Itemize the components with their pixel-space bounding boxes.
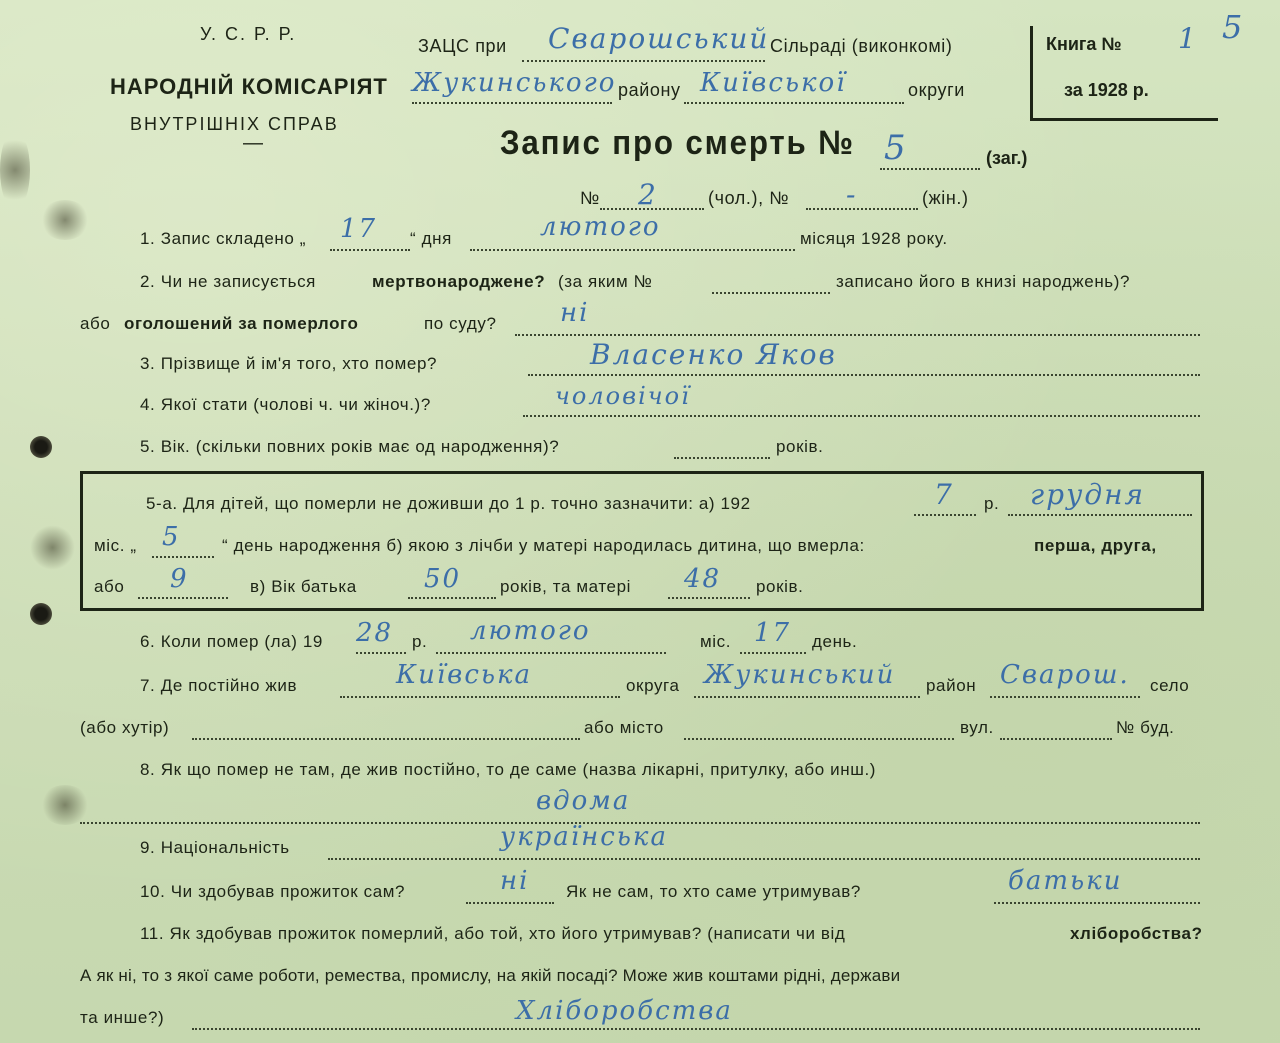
field-10-label: 10. Чи здобував прожиток сам? [140,882,406,901]
sex-handwritten: чоловічої [555,382,691,410]
field-2b-or: або [80,314,111,333]
field-5-years-label: років. [776,437,824,456]
dotted-line [668,597,750,599]
dotted-line [412,102,612,104]
field-5a-mother-label: років, та матері [500,577,632,596]
field-1-day-label: “ дня [410,229,452,248]
field-6-label: 6. Коли помер (ла) 19 [140,632,323,651]
field-7-raion-label: район [926,676,977,695]
field-2-number-label: (за яким № [558,272,653,291]
field-6-year-suffix: р. [412,632,428,651]
field-11-label: 11. Як здобував прожиток померлий, або той, хто його утримував? (написати чи від [140,924,846,943]
field-2-label: 2. Чи не записується [140,272,316,291]
field-5a-year-suffix: р. [984,494,1000,513]
residence-raion-handwritten: Жукинський [704,660,896,690]
field-1-label: 1. Запис складено „ [140,229,307,248]
total-label: (заг.) [986,148,1028,168]
page-title: Запис про смерть № [500,124,855,162]
field-5a-years-label: років. [756,577,804,596]
field-5a-father-label: в) Вік батька [250,577,357,596]
dotted-line [694,696,920,698]
death-place-handwritten: вдома [536,786,631,816]
selrada-handwritten: Сварошський [548,22,770,55]
nationality-handwritten: українська [500,822,668,852]
punch-hole [30,603,52,625]
book-year: за 1928 р. [1064,80,1149,100]
dotted-line [806,208,918,210]
month-handwritten: лютого [540,212,661,242]
field-8-label: 8. Як що помер не там, де жив постійно, то де саме (назва лікарні, притулку, або инш.) [140,760,877,779]
dotted-line [523,415,1200,417]
birth-order-options: перша, друга, [1034,536,1157,555]
paper-stain [0,130,30,210]
dotted-line [436,652,666,654]
header-dash: — [243,132,264,154]
paper-stain [40,200,90,240]
field-7b-street-label: вул. [960,718,994,737]
dotted-line [330,249,410,251]
occupation-handwritten: Хліборобства [516,996,733,1026]
dotted-line [408,597,496,599]
dotted-line [522,60,765,62]
field-2-birthbook-label: записано його в книзі народжень)? [836,272,1131,291]
male-no-label: № [580,188,600,208]
death-month-handwritten: лютого [470,616,591,646]
dotted-line [192,1028,1200,1030]
paper-stain [40,785,90,825]
raion-label: району [618,80,681,100]
usrr-label: У. С. Р. Р. [200,24,297,44]
birth-month-handwritten: грудня [1030,478,1146,511]
deceased-name-handwritten: Власенко Яков [590,338,837,371]
male-label: (чол.), № [708,188,790,208]
dotted-line [684,738,954,740]
dotted-line [192,738,580,740]
punch-hole [30,436,52,458]
zags-prefix: ЗАЦС при [418,36,507,56]
residence-okruga-handwritten: Київська [396,660,533,690]
dotted-line [994,902,1200,904]
okruga-handwritten: Київської [700,68,847,98]
field-9-label: 9. Національність [140,838,290,857]
field-3-label: 3. Прізвище й ім'я того, хто помер? [140,354,438,373]
field-5a-or: або [94,577,125,596]
field-5a-month-label: міс. „ [94,536,137,555]
declared-dead-label: оголошений за померлого [124,314,359,333]
field-5-label: 5. Вік. (скільки повних років має од народження)? [140,437,560,456]
death-day-handwritten: 17 [754,618,792,648]
dotted-line [712,292,830,294]
internal-affairs-label: ВНУТРІШНІХ СПРАВ [130,114,339,134]
female-label: (жін.) [922,188,969,208]
field-7b-house-label: № буд. [1116,718,1175,737]
paper-stain [30,525,75,570]
book-label: Книга № [1046,34,1122,54]
birth-day-handwritten: 5 [162,522,181,552]
day-handwritten: 17 [340,214,378,244]
field-1-month-label: місяця 1928 року. [800,229,948,248]
male-number-handwritten: 2 [638,178,658,211]
declared-dead-handwritten: ні [560,298,590,328]
commissariat-label: НАРОДНІЙ КОМІСАРІЯТ [110,74,388,99]
field-7b-city-label: або місто [584,718,664,737]
death-year-handwritten: 28 [356,618,394,648]
field-6-month-label: міс. [700,632,732,651]
dotted-line [528,374,1200,376]
dotted-line [914,514,976,516]
dotted-line [1000,738,1112,740]
dotted-line [740,652,806,654]
field-4-label: 4. Якої стати (чолові ч. чи жіноч.)? [140,395,431,414]
zags-suffix: Сільраді (виконкомі) [770,36,953,56]
field-11-other-label: та инше?) [80,1008,165,1027]
dotted-line [138,597,228,599]
dotted-line [356,652,406,654]
agriculture-label: хліборобства? [1070,924,1203,943]
dotted-line [466,902,554,904]
dotted-line [1008,514,1192,516]
dotted-line [674,457,770,459]
field-2b-court-label: по суду? [424,314,497,333]
father-age-handwritten: 50 [424,564,462,594]
mother-age-handwritten: 48 [684,564,722,594]
field-5a-label: 5-а. Для дітей, що померли не доживши до 1 р. точно зазначити: а) 192 [146,494,751,513]
dotted-line [470,249,795,251]
record-number-handwritten: 5 [884,128,908,168]
field-5a-birthorder-label: “ день народження б) якою з лічби у матері народилась дитина, що вмерла: [222,536,865,555]
raion-handwritten: Жукинського [412,68,617,98]
residence-village-handwritten: Сварош. [1000,660,1130,690]
field-11-occupation-label: А як ні, то з якої саме роботи, ремества, промислу, на якій посаді? Може жив коштами рідні, держави [80,966,901,985]
okruga-label: округи [908,80,965,100]
supporter-handwritten: батьки [1008,866,1123,896]
field-6-day-label: день. [812,632,858,651]
birth-order-handwritten: 9 [170,564,189,594]
dotted-line [990,696,1140,698]
stillborn-label: мертвонароджене? [372,272,546,291]
field-7-village-label: село [1150,676,1190,695]
dotted-line [340,696,620,698]
dotted-line [684,102,904,104]
female-number-handwritten: - [846,178,858,211]
dotted-line [152,556,214,558]
field-7b-farm-label: (або хутір) [80,718,170,737]
birth-year-handwritten: 7 [934,478,954,511]
dotted-line [328,858,1200,860]
field-7-okruga-label: округа [626,676,680,695]
book-number-handwritten: 1 [1178,22,1198,55]
self-support-handwritten: ні [500,866,530,896]
field-10-who-label: Як не сам, то хто саме утримував? [566,882,861,901]
dotted-line [515,334,1200,336]
field-7-label: 7. Де постійно жив [140,676,298,695]
dotted-line [880,168,980,170]
corner-number-handwritten: 5 [1222,8,1245,46]
